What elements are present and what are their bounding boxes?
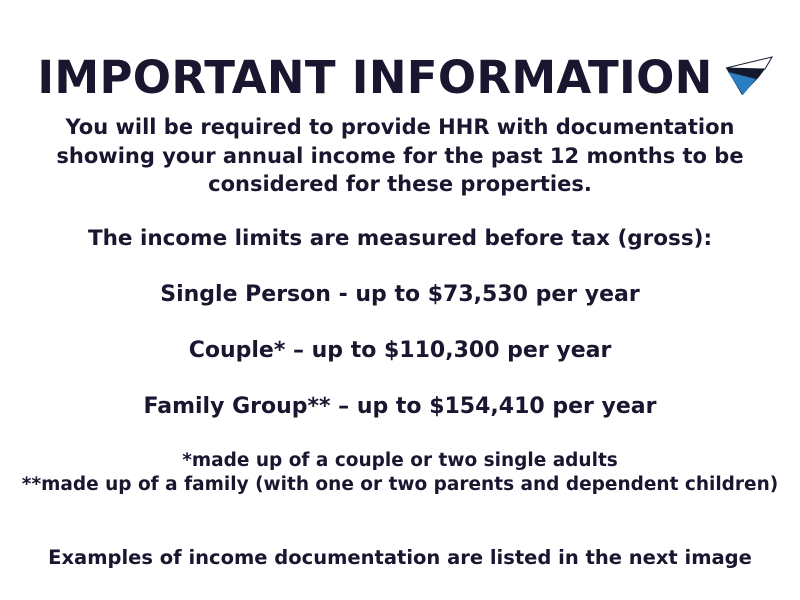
intro-text: You will be required to provide HHR with documentation showing your annual income for the past 12 months to be considered for these properties. xyxy=(56,115,744,196)
limit-couple: Couple* – up to $110,300 per year xyxy=(188,338,612,363)
footnote-family: **made up of a family (with one or two parents and dependent children) xyxy=(21,474,779,495)
footnote-couple: *made up of a couple or two single adults xyxy=(182,450,618,471)
page-title: IMPORTANT INFORMATION xyxy=(37,51,713,104)
footer-text: Examples of income documentation are listed in the next image xyxy=(48,546,752,569)
footnotes xyxy=(20,449,780,497)
triangular-flag-logo-icon xyxy=(723,55,775,101)
limit-single-person: Single Person - up to $73,530 per year xyxy=(160,282,640,307)
title-row xyxy=(0,50,800,106)
limit-family-group: Family Group** – up to $154,410 per year xyxy=(143,394,657,419)
limits-heading: The income limits are measured before tax (gross): xyxy=(87,226,713,251)
